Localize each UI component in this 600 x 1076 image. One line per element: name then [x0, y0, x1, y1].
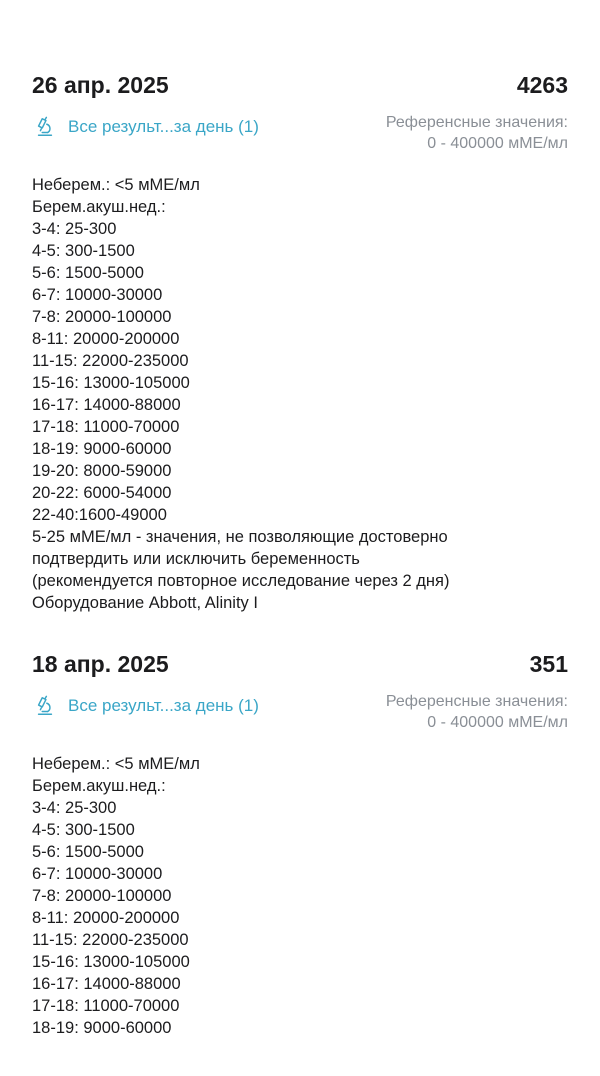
note-line: (рекомендуется повторное исследование через 2 дня) — [32, 572, 450, 590]
all-results-label: Все результ...за день (1) — [68, 117, 259, 136]
note-line: 6-7: 10000-30000 — [32, 865, 163, 883]
note-line: 4-5: 300-1500 — [32, 821, 135, 839]
note-line: 11-15: 22000-235000 — [32, 931, 189, 949]
all-results-link[interactable] — [32, 116, 259, 138]
note-line: 22-40:1600-49000 — [32, 506, 167, 524]
entry-subheader — [32, 112, 568, 168]
result-entry — [32, 72, 568, 614]
entry-date: 26 апр. 2025 — [32, 72, 169, 98]
note-line: Неберем.: <5 мМЕ/мл — [32, 755, 200, 773]
note-line: 8-11: 20000-200000 — [32, 909, 180, 927]
note-line: 3-4: 25-300 — [32, 220, 117, 238]
entry-notes — [32, 753, 568, 1039]
note-line: 16-17: 14000-88000 — [32, 975, 181, 993]
note-line: 6-7: 10000-30000 — [32, 286, 163, 304]
note-line: Берем.акуш.нед.: — [32, 777, 166, 795]
note-line: Неберем.: <5 мМЕ/мл — [32, 176, 200, 194]
note-line: 5-6: 1500-5000 — [32, 264, 144, 282]
all-results-link[interactable] — [32, 695, 259, 717]
note-line: 5-25 мМЕ/мл - значения, не позволяющие достоверно — [32, 528, 448, 546]
note-line: 11-15: 22000-235000 — [32, 352, 189, 370]
entry-subheader — [32, 691, 568, 747]
reference-values — [386, 112, 568, 154]
note-line: 19-20: 8000-59000 — [32, 462, 172, 480]
note-line: Оборудование Abbott, Alinity I — [32, 594, 258, 612]
note-line: 8-11: 20000-200000 — [32, 330, 180, 348]
note-line: 3-4: 25-300 — [32, 799, 117, 817]
reference-label: Референсные значения: — [385, 693, 568, 710]
result-entry — [32, 651, 568, 1039]
note-line: 15-16: 13000-105000 — [32, 953, 190, 971]
microscope-icon — [34, 116, 56, 138]
note-line: 18-19: 9000-60000 — [32, 440, 172, 458]
note-line: 18-19: 9000-60000 — [32, 1019, 172, 1037]
note-line: 15-16: 13000-105000 — [32, 374, 190, 392]
microscope-icon — [34, 695, 56, 717]
note-line: подтвердить или исключить беременность — [32, 550, 360, 568]
note-line: 7-8: 20000-100000 — [32, 887, 172, 905]
entry-date: 18 апр. 2025 — [32, 651, 169, 677]
entry-header — [32, 72, 568, 106]
results-feed — [32, 72, 568, 1076]
note-line: 17-18: 11000-70000 — [32, 997, 180, 1015]
note-line: Берем.акуш.нед.: — [32, 198, 166, 216]
entry-notes — [32, 174, 568, 614]
all-results-label: Все результ...за день (1) — [68, 696, 259, 715]
reference-label: Референсные значения: — [385, 114, 568, 131]
note-line: 16-17: 14000-88000 — [32, 396, 181, 414]
note-line: 17-18: 11000-70000 — [32, 418, 180, 436]
note-line: 7-8: 20000-100000 — [32, 308, 172, 326]
note-line: 4-5: 300-1500 — [32, 242, 135, 260]
entry-header — [32, 651, 568, 685]
note-line: 5-6: 1500-5000 — [32, 843, 144, 861]
entry-value: 4263 — [516, 72, 568, 98]
note-line: 20-22: 6000-54000 — [32, 484, 172, 502]
reference-values — [386, 691, 568, 733]
entry-value: 351 — [529, 651, 568, 677]
reference-range: 0 - 400000 мМЕ/мл — [427, 135, 568, 152]
reference-range: 0 - 400000 мМЕ/мл — [427, 714, 568, 731]
